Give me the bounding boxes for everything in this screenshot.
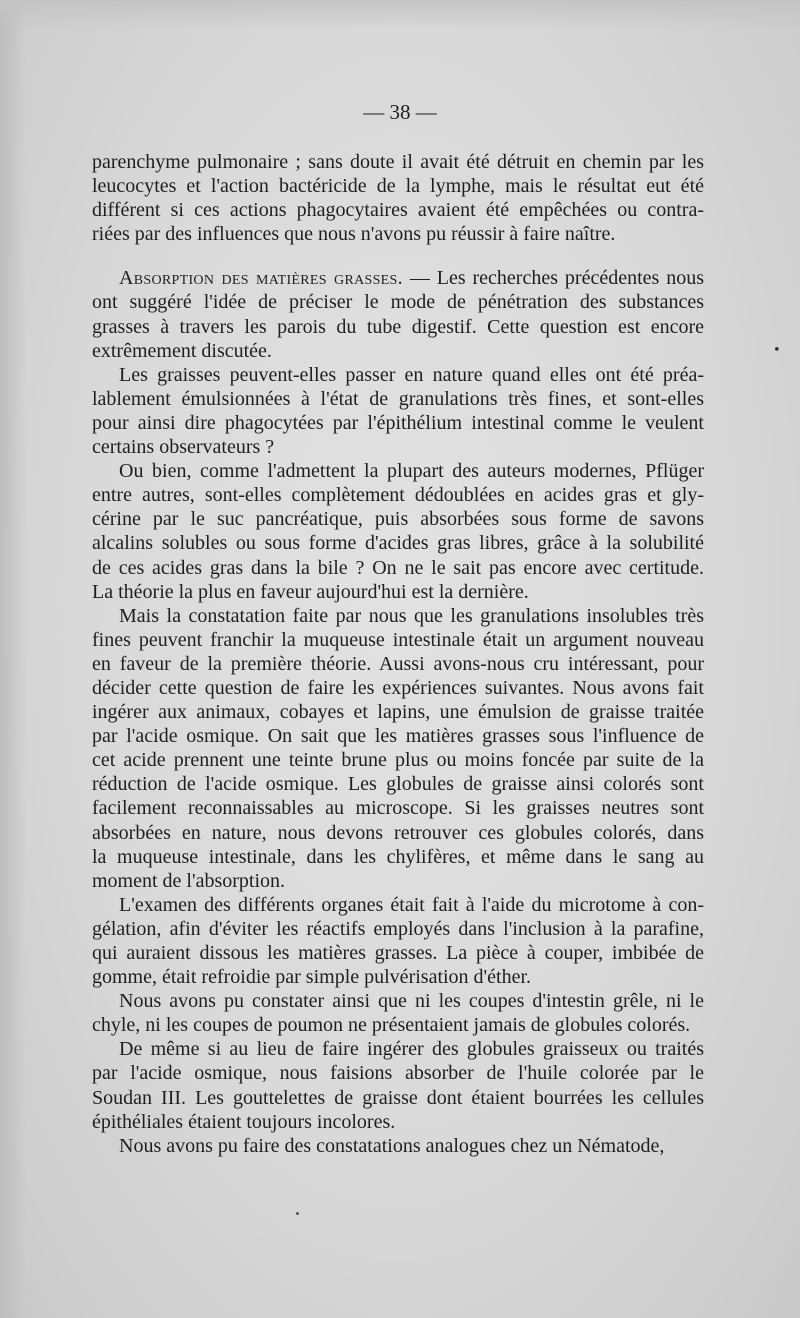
text-line: lablement émulsionnées à l'état de granulations très fines, et sont-elles — [92, 387, 704, 410]
text-line: grasses à travers les parois du tube digestif. Cette question est encore — [92, 315, 704, 338]
text-line: décider cette question de faire les expériences suivantes. Nous avons fait — [92, 676, 704, 699]
text-line: parenchyme pulmonaire ; sans doute il avait été détruit en chemin par les — [92, 151, 704, 173]
text-line: fines peuvent franchir la muqueuse intestinale était un argument nouveau — [92, 628, 704, 651]
text-line: chyle, ni les coupes de poumon ne présentaient jamais de globules colorés. — [92, 1014, 691, 1037]
text-line: ont suggéré l'idée de préciser le mode de pénétration des substances — [92, 291, 704, 314]
page-shadow-left — [0, 0, 26, 1318]
text-line: extrêmement discutée. — [92, 339, 272, 362]
text-line: épithéliales étaient toujours incolores. — [92, 1110, 396, 1133]
section-heading-line — [92, 266, 704, 290]
text-line: Mais la constatation faite par nous que les granulations insolubles très — [119, 604, 704, 627]
page-shadow-top — [0, 0, 800, 30]
text-line: riées par des influences que nous n'avons pu réussir à faire naître. — [92, 223, 616, 246]
text-line: cet acide prennent une teinte brune plus ou moins foncée par suite de la — [92, 749, 704, 772]
text-line: réduction de l'acide osmique. Les globules de graisse ainsi colorés sont — [92, 773, 704, 796]
text-line: pour ainsi dire phagocytées par l'épithélium intestinal comme le veulent — [92, 411, 704, 434]
text-line: alcalins solubles ou sous forme d'acides gras libres, grâce à la solubilité — [92, 532, 704, 555]
text-line: qui auraient dissous les matières grasses. La pièce à couper, imbibée de — [92, 942, 704, 964]
text-line: par l'acide osmique, nous faisions absorber de l'huile colorée par le — [92, 1062, 704, 1085]
text-line: absorbées en nature, nous devons retrouver ces globules colorés, dans — [92, 821, 704, 844]
text-line: entre autres, sont-elles complètement dédoublées en acides gras et gly- — [92, 484, 704, 507]
text-line: La théorie la plus en faveur aujourd'hui est la dernière. — [92, 580, 529, 603]
text-line: Nous avons pu constater ainsi que ni les coupes d'intestin grêle, ni le — [119, 990, 704, 1013]
section-heading: Absorption des matières grasses. — [119, 267, 403, 290]
body-text — [92, 150, 704, 1158]
text-line: la muqueuse intestinale, dans les chylifères, et même dans le sang au — [92, 845, 704, 868]
section-gap — [92, 246, 704, 266]
text-line: ingérer aux animaux, cobayes et lapins, une émulsion de graisse traitée — [92, 701, 704, 724]
text-line: certains observateurs ? — [92, 436, 275, 459]
text-line: différent si ces actions phagocytaires avaient été empêchées ou contra- — [92, 199, 704, 222]
text-line: Soudan III. Les gouttelettes de graisse dont étaient bourrées les cellules — [92, 1086, 704, 1109]
text-line: gélation, afin d'éviter les réactifs employés dans l'inclusion à la parafine, — [92, 917, 704, 940]
text-line: Les graisses peuvent-elles passer en nature quand elles ont été préa- — [119, 363, 704, 386]
text-line: gomme, était refroidie par simple pulvérisation d'éther. — [92, 966, 532, 989]
text-line: Ou bien, comme l'admettent la plupart des auteurs modernes, Pflüger — [119, 460, 704, 483]
page-number: — 38 — — [363, 100, 437, 124]
ink-speck — [296, 1212, 299, 1215]
text-line: cérine par le suc pancréatique, puis absorbées sous forme de savons — [92, 508, 704, 531]
text-line: en faveur de la première théorie. Aussi avons-nous cru intéressant, pour — [92, 652, 704, 675]
text-line: de ces acides gras dans la bile ? On ne le sait pas encore avec certitude. — [92, 556, 704, 579]
text-line: leucocytes et l'action bactéricide de la lymphe, mais le résultat eut été — [92, 175, 704, 198]
text-line: moment de l'absorption. — [92, 869, 286, 892]
text-line: L'examen des différents organes était fait à l'aide du microtome à con- — [119, 893, 704, 916]
text-line: par l'acide osmique. On sait que les matières grasses sous l'influence de — [92, 725, 704, 748]
text-line: Nous avons pu faire des constatations analogues chez un Nématode, — [119, 1134, 665, 1157]
text-line: De même si au lieu de faire ingérer des globules graisseux ou traités — [119, 1038, 704, 1061]
text-line: facilement reconnaissables au microscope. Si les graisses neutres sont — [92, 797, 704, 820]
text-fragment: — Les recherches précédentes nous — [402, 267, 704, 290]
margin-mark: • — [773, 343, 781, 358]
